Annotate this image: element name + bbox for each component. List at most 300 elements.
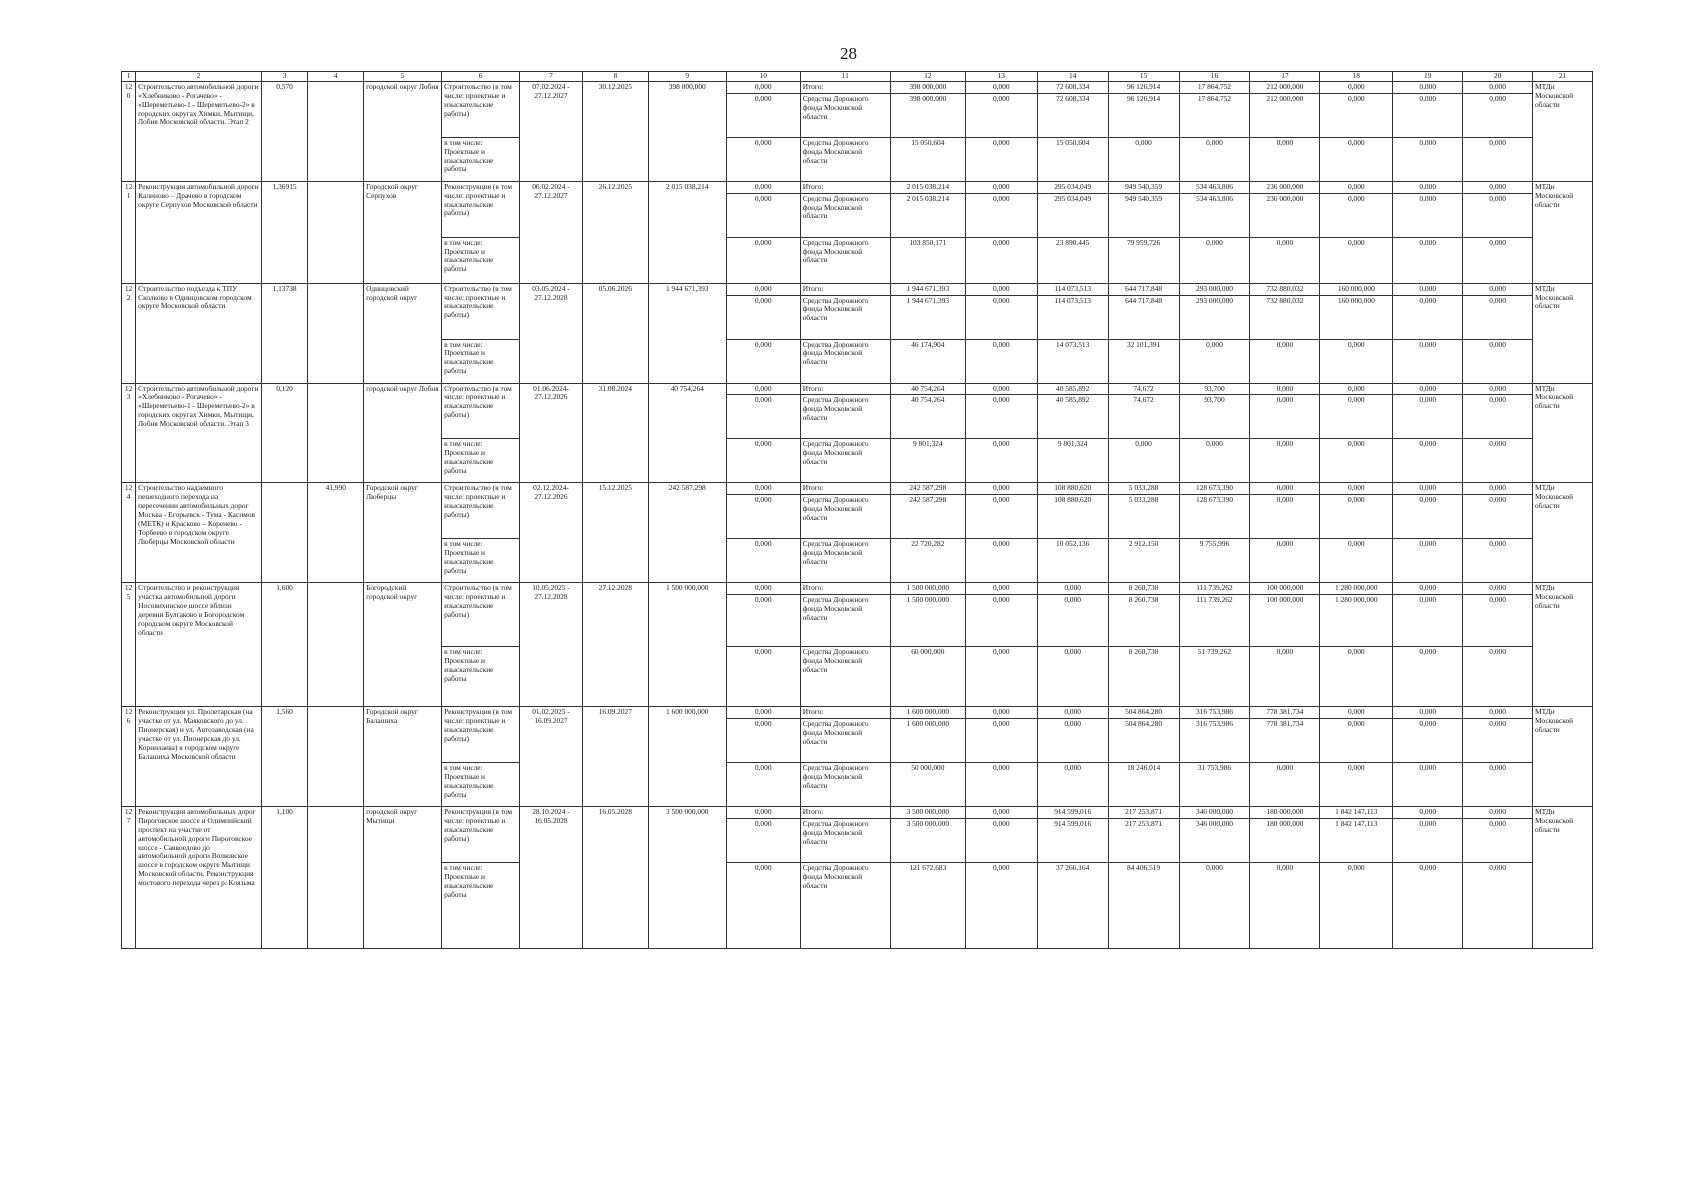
responsible-executor: МТДи Московской области	[1533, 181, 1593, 283]
value-cell: 0,000	[1320, 719, 1393, 763]
funding-source: Средства Дорожного фонда Московской области	[800, 93, 890, 137]
length-m	[308, 707, 364, 807]
column-number-9: 9	[648, 72, 726, 82]
value-cell: 0,000	[965, 395, 1037, 439]
value-cell: 0,000	[1463, 193, 1533, 237]
value-cell: 60 000,000	[890, 647, 965, 707]
responsible-executor: МТДи Московской области	[1533, 583, 1593, 707]
length-m	[308, 81, 364, 181]
value-cell: 1 944 671,393	[890, 295, 965, 339]
funding-source: Средства Дорожного фонда Московской области	[800, 647, 890, 707]
total-cost: 2 015 038,214	[648, 181, 726, 283]
completion-date: 05.06.2026	[582, 283, 648, 383]
value-cell: 0,000	[1393, 719, 1463, 763]
value-cell: 72 608,334	[1037, 93, 1108, 137]
financed-amount: 0,000	[726, 807, 800, 819]
value-cell: 0,000	[1320, 339, 1393, 383]
funding-source: Средства Дорожного фонда Московской области	[800, 862, 890, 948]
municipality: Городской округ Балашиха	[364, 707, 442, 807]
value-cell: 0,000	[1463, 439, 1533, 483]
row-number: 124	[122, 483, 136, 583]
value-cell: 40 754,264	[890, 395, 965, 439]
value-cell: 93,700	[1179, 395, 1250, 439]
table-row	[122, 707, 1593, 719]
work-type: Строительство (в том числе: проектные и изыскательские работы)	[442, 283, 520, 339]
value-cell: 0,000	[1393, 647, 1463, 707]
value-cell: 504 864,280	[1108, 719, 1179, 763]
value-cell: 9 801,324	[1037, 439, 1108, 483]
value-cell: 0,000	[1250, 763, 1320, 807]
value-cell: 0,000	[1393, 818, 1463, 862]
value-cell: 0,000	[1463, 595, 1533, 647]
value-cell: 346 000,000	[1179, 807, 1250, 819]
work-type: Реконструкция (в том числе: проектные и изыскательские работы)	[442, 807, 520, 863]
work-subtype: в том числе: Проектные и изыскательские работы	[442, 237, 520, 283]
value-cell: 5 033,288	[1108, 483, 1179, 495]
column-number-3: 3	[261, 72, 308, 82]
value-cell: 23 890,445	[1037, 237, 1108, 283]
value-cell: 3 500 000,000	[890, 807, 965, 819]
column-number-2: 2	[136, 72, 262, 82]
value-cell: 732 880,032	[1250, 283, 1320, 295]
column-number-12: 12	[890, 72, 965, 82]
value-cell: 0,000	[1393, 583, 1463, 595]
value-cell: 0,000	[1393, 295, 1463, 339]
value-cell: 0,000	[1393, 707, 1463, 719]
length-m	[308, 583, 364, 707]
value-cell: 217 253,871	[1108, 807, 1179, 819]
value-cell: 1 500 000,000	[890, 583, 965, 595]
table-row	[122, 483, 1593, 495]
value-cell: 17 864,752	[1179, 81, 1250, 93]
work-dates: 02.12.2024- 27.12.2026	[520, 483, 583, 583]
completion-date: 26.12.2025	[582, 181, 648, 283]
value-cell: 0,000	[1250, 137, 1320, 181]
length-m	[308, 807, 364, 949]
value-cell: 2 912,150	[1108, 539, 1179, 583]
value-cell: 100 000,000	[1250, 595, 1320, 647]
budget-table	[121, 71, 1593, 949]
column-number-11: 11	[800, 72, 890, 82]
value-cell: 79 959,726	[1108, 237, 1179, 283]
column-number-8: 8	[582, 72, 648, 82]
work-subtype: в том числе: Проектные и изыскательские работы	[442, 339, 520, 383]
value-cell: 293 000,000	[1179, 295, 1250, 339]
total-cost: 1 600 000,000	[648, 707, 726, 807]
row-number: 125	[122, 583, 136, 707]
value-cell: 111 739,262	[1179, 595, 1250, 647]
column-number-14: 14	[1037, 72, 1108, 82]
column-number-15: 15	[1108, 72, 1179, 82]
value-cell: 293 000,000	[1179, 283, 1250, 295]
value-cell: 0,000	[1108, 439, 1179, 483]
financed-amount: 0,000	[726, 539, 800, 583]
value-cell: 0,000	[965, 763, 1037, 807]
funding-source: Итого:	[800, 707, 890, 719]
work-dates: 10.05.2025 - 27.12.2028	[520, 583, 583, 707]
total-cost: 1 500 000,000	[648, 583, 726, 707]
value-cell: 0,000	[965, 181, 1037, 193]
value-cell: 128 673,390	[1179, 495, 1250, 539]
project-name: Строительство и реконструкция участка автомобильной дороги Носовихинское шоссе вблизи деревни Булгаково в Богородском городском округе Московской области	[136, 583, 262, 707]
value-cell: 14 073,513	[1037, 339, 1108, 383]
table-row	[122, 283, 1593, 295]
funding-source: Итого:	[800, 807, 890, 819]
value-cell: 5 033,288	[1108, 495, 1179, 539]
length-km	[261, 483, 308, 583]
value-cell: 96 126,914	[1108, 93, 1179, 137]
value-cell: 346 000,000	[1179, 818, 1250, 862]
financed-amount: 0,000	[726, 763, 800, 807]
page-number: 28	[840, 44, 857, 63]
column-number-19: 19	[1393, 72, 1463, 82]
value-cell: 51 739,262	[1179, 647, 1250, 707]
value-cell: 8 260,738	[1108, 647, 1179, 707]
responsible-executor: МТДи Московской области	[1533, 483, 1593, 583]
responsible-executor: МТДи Московской области	[1533, 283, 1593, 383]
value-cell: 0,000	[965, 439, 1037, 483]
funding-source: Итого:	[800, 81, 890, 93]
funding-source: Средства Дорожного фонда Московской области	[800, 295, 890, 339]
value-cell: 0,000	[1179, 439, 1250, 483]
value-cell: 0,000	[1393, 193, 1463, 237]
project-name: Строительство автомобильной дороги «Хлебниково - Рогачево» - «Шереметьево-1 - Шереметьево-2» в городских округах Химки, Мытищи, Лобня Московской области. Этап 3	[136, 383, 262, 483]
value-cell: 9 755,996	[1179, 539, 1250, 583]
responsible-executor: МТДи Московской области	[1533, 81, 1593, 181]
financed-amount: 0,000	[726, 81, 800, 93]
value-cell: 0,000	[1463, 283, 1533, 295]
value-cell: 72 608,334	[1037, 81, 1108, 93]
financed-amount: 0,000	[726, 395, 800, 439]
value-cell: 0,000	[1250, 539, 1320, 583]
length-km: 1,36915	[261, 181, 308, 283]
funding-source: Средства Дорожного фонда Московской области	[800, 339, 890, 383]
value-cell: 0,000	[1463, 339, 1533, 383]
value-cell: 398 000,000	[890, 93, 965, 137]
value-cell: 316 753,986	[1179, 719, 1250, 763]
value-cell: 1 280 000,000	[1320, 595, 1393, 647]
value-cell: 1 944 671,393	[890, 283, 965, 295]
value-cell: 180 000,000	[1250, 818, 1320, 862]
value-cell: 114 073,513	[1037, 283, 1108, 295]
value-cell: 0,000	[1393, 483, 1463, 495]
value-cell: 0,000	[965, 583, 1037, 595]
municipality: городской округ Лобня	[364, 81, 442, 181]
value-cell: 160 000,000	[1320, 295, 1393, 339]
value-cell: 37 266,164	[1037, 862, 1108, 948]
value-cell: 0,000	[965, 193, 1037, 237]
value-cell: 0,000	[965, 237, 1037, 283]
value-cell: 0,000	[965, 295, 1037, 339]
column-number-1: 1	[122, 72, 136, 82]
value-cell: 0,000	[1250, 862, 1320, 948]
value-cell: 0,000	[1393, 763, 1463, 807]
value-cell: 0,000	[1463, 295, 1533, 339]
column-number-16: 16	[1179, 72, 1250, 82]
table-row	[122, 807, 1593, 819]
value-cell: 160 000,000	[1320, 283, 1393, 295]
funding-source: Средства Дорожного фонда Московской области	[800, 237, 890, 283]
value-cell: 0,000	[1393, 137, 1463, 181]
value-cell: 212 000,000	[1250, 81, 1320, 93]
work-dates: 28.10.2024 - 16.05.2028	[520, 807, 583, 949]
value-cell: 242 587,298	[890, 483, 965, 495]
work-type: Строительство (в том числе: проектные и изыскательские работы)	[442, 81, 520, 137]
value-cell: 914 599,016	[1037, 818, 1108, 862]
value-cell: 0,000	[1250, 237, 1320, 283]
value-cell: 534 463,806	[1179, 193, 1250, 237]
value-cell: 644 717,848	[1108, 295, 1179, 339]
work-dates: 01.06.2024- 27.12.2026	[520, 383, 583, 483]
value-cell: 108 880,620	[1037, 495, 1108, 539]
value-cell: 32 101,391	[1108, 339, 1179, 383]
column-number-4: 4	[308, 72, 364, 82]
length-km: 0,570	[261, 81, 308, 181]
financed-amount: 0,000	[726, 283, 800, 295]
funding-source: Средства Дорожного фонда Московской области	[800, 719, 890, 763]
project-name: Реконструкция автомобильных дорог Пироговское шоссе и Олимпийский проспект на участке от автомобильной дороги Пироговское шоссе - Саввоедово до автомобильной дороги Волковское шоссе в городском округе Мытищи Московской области. Реконструкция мостового перехода через р. Клязьма	[136, 807, 262, 949]
value-cell: 0,000	[1463, 763, 1533, 807]
financed-amount: 0,000	[726, 647, 800, 707]
value-cell: 0,000	[1320, 181, 1393, 193]
value-cell: 236 000,000	[1250, 193, 1320, 237]
value-cell: 949 540,359	[1108, 181, 1179, 193]
value-cell: 40 585,892	[1037, 383, 1108, 395]
financed-amount: 0,000	[726, 237, 800, 283]
length-m	[308, 283, 364, 383]
value-cell: 0,000	[1463, 137, 1533, 181]
table-row	[122, 583, 1593, 595]
value-cell: 180 000,000	[1250, 807, 1320, 819]
value-cell: 0,000	[1320, 193, 1393, 237]
value-cell: 0,000	[1320, 137, 1393, 181]
value-cell: 0,000	[1320, 539, 1393, 583]
financed-amount: 0,000	[726, 383, 800, 395]
completion-date: 16.09.2027	[582, 707, 648, 807]
funding-source: Итого:	[800, 483, 890, 495]
municipality: городской округ Мытищи	[364, 807, 442, 949]
value-cell: 0,000	[1320, 395, 1393, 439]
column-number-13: 13	[965, 72, 1037, 82]
value-cell: 74,672	[1108, 395, 1179, 439]
value-cell: 0,000	[1463, 395, 1533, 439]
value-cell: 10 052,136	[1037, 539, 1108, 583]
value-cell: 212 000,000	[1250, 93, 1320, 137]
work-subtype: в том числе: Проектные и изыскательские работы	[442, 439, 520, 483]
row-number: 127	[122, 807, 136, 949]
work-type: Реконструкция (в том числе: проектные и изыскательские работы)	[442, 707, 520, 763]
completion-date: 27.12.2028	[582, 583, 648, 707]
value-cell: 0,000	[1179, 862, 1250, 948]
value-cell: 0,000	[965, 595, 1037, 647]
value-cell: 0,000	[1037, 707, 1108, 719]
funding-source: Итого:	[800, 181, 890, 193]
value-cell: 732 880,032	[1250, 295, 1320, 339]
value-cell: 0,000	[1463, 583, 1533, 595]
value-cell: 0,000	[1463, 647, 1533, 707]
value-cell: 0,000	[965, 862, 1037, 948]
value-cell: 0,000	[1250, 495, 1320, 539]
value-cell: 0,000	[1463, 181, 1533, 193]
value-cell: 111 739,262	[1179, 583, 1250, 595]
row-number: 120	[122, 81, 136, 181]
value-cell: 0,000	[1320, 862, 1393, 948]
funding-source: Средства Дорожного фонда Московской области	[800, 439, 890, 483]
municipality: Богородский городской округ	[364, 583, 442, 707]
financed-amount: 0,000	[726, 193, 800, 237]
value-cell: 0,000	[1463, 818, 1533, 862]
value-cell: 2 015 038,214	[890, 181, 965, 193]
value-cell: 0,000	[1037, 719, 1108, 763]
value-cell: 0,000	[1250, 383, 1320, 395]
value-cell: 50 000,000	[890, 763, 965, 807]
value-cell: 0,000	[1463, 807, 1533, 819]
length-km: 0,120	[261, 383, 308, 483]
value-cell: 0,000	[1320, 383, 1393, 395]
completion-date: 15.12.2025	[582, 483, 648, 583]
value-cell: 0,000	[1037, 583, 1108, 595]
value-cell: 0,000	[1320, 647, 1393, 707]
value-cell: 1 280 000,000	[1320, 583, 1393, 595]
municipality: Городской округ Люберцы	[364, 483, 442, 583]
value-cell: 0,000	[1463, 539, 1533, 583]
value-cell: 0,000	[965, 339, 1037, 383]
work-dates: 03.05.2024 - 27.12.2028	[520, 283, 583, 383]
work-subtype: в том числе: Проектные и изыскательские работы	[442, 763, 520, 807]
value-cell: 121 672,683	[890, 862, 965, 948]
funding-source: Средства Дорожного фонда Московской области	[800, 763, 890, 807]
value-cell: 0,000	[965, 719, 1037, 763]
funding-source: Итого:	[800, 283, 890, 295]
length-km: 1,100	[261, 807, 308, 949]
total-cost: 1 944 671,393	[648, 283, 726, 383]
value-cell: 1 842 147,113	[1320, 807, 1393, 819]
total-cost: 242 587,298	[648, 483, 726, 583]
funding-source: Средства Дорожного фонда Московской области	[800, 818, 890, 862]
financed-amount: 0,000	[726, 862, 800, 948]
financed-amount: 0,000	[726, 583, 800, 595]
value-cell: 0,000	[965, 647, 1037, 707]
value-cell: 398 000,000	[890, 81, 965, 93]
column-number-6: 6	[442, 72, 520, 82]
value-cell: 96 126,914	[1108, 81, 1179, 93]
value-cell: 0,000	[1393, 595, 1463, 647]
column-number-20: 20	[1463, 72, 1533, 82]
value-cell: 0,000	[1463, 81, 1533, 93]
value-cell: 644 717,848	[1108, 283, 1179, 295]
financed-amount: 0,000	[726, 93, 800, 137]
value-cell: 242 587,298	[890, 495, 965, 539]
length-km: 1,13738	[261, 283, 308, 383]
responsible-executor: МТДи Московской области	[1533, 383, 1593, 483]
value-cell: 0,000	[1320, 483, 1393, 495]
value-cell: 74,672	[1108, 383, 1179, 395]
value-cell: 0,000	[1320, 763, 1393, 807]
value-cell: 40 754,264	[890, 383, 965, 395]
value-cell: 0,000	[1108, 137, 1179, 181]
value-cell: 504 864,280	[1108, 707, 1179, 719]
value-cell: 128 673,390	[1179, 483, 1250, 495]
work-subtype: в том числе: Проектные и изыскательские работы	[442, 137, 520, 181]
work-type: Строительство (в том числе: проектные и изыскательские работы)	[442, 383, 520, 439]
value-cell: 295 034,049	[1037, 181, 1108, 193]
length-m: 41,990	[308, 483, 364, 583]
funding-source: Средства Дорожного фонда Московской области	[800, 395, 890, 439]
column-number-10: 10	[726, 72, 800, 82]
value-cell: 0,000	[1320, 707, 1393, 719]
completion-date: 30.12.2025	[582, 81, 648, 181]
value-cell: 778 381,734	[1250, 719, 1320, 763]
value-cell: 0,000	[965, 818, 1037, 862]
row-number: 122	[122, 283, 136, 383]
value-cell: 84 406,519	[1108, 862, 1179, 948]
value-cell: 0,000	[1463, 862, 1533, 948]
project-name: Строительство подъезда к ТПУ Сколково в Одинцовском городском округе Московской области	[136, 283, 262, 383]
financed-amount: 0,000	[726, 181, 800, 193]
financed-amount: 0,000	[726, 439, 800, 483]
value-cell: 236 000,000	[1250, 181, 1320, 193]
value-cell: 0,000	[965, 137, 1037, 181]
length-km: 1,560	[261, 707, 308, 807]
value-cell: 0,000	[1250, 339, 1320, 383]
value-cell: 46 174,904	[890, 339, 965, 383]
work-subtype: в том числе: Проектные и изыскательские работы	[442, 647, 520, 707]
value-cell: 0,000	[965, 283, 1037, 295]
value-cell: 0,000	[1037, 763, 1108, 807]
value-cell: 0,000	[965, 539, 1037, 583]
table-row	[122, 181, 1593, 193]
value-cell: 0,000	[1393, 807, 1463, 819]
value-cell: 93,700	[1179, 383, 1250, 395]
value-cell: 1 600 000,000	[890, 719, 965, 763]
funding-source: Итого:	[800, 383, 890, 395]
funding-source: Средства Дорожного фонда Московской области	[800, 137, 890, 181]
project-name: Строительство надземного пешеходного перехода на пересечении автомобильных дорог Москва - Егорьевск - Тума - Касимов (МЕТК) и Красково – Коренево - Торбеево в городском округе Люберцы Московской области	[136, 483, 262, 583]
value-cell: 18 246,014	[1108, 763, 1179, 807]
value-cell: 0,000	[1393, 539, 1463, 583]
value-cell: 108 880,620	[1037, 483, 1108, 495]
value-cell: 534 463,806	[1179, 181, 1250, 193]
value-cell: 0,000	[1250, 439, 1320, 483]
value-cell: 0,000	[965, 93, 1037, 137]
value-cell: 0,000	[1463, 707, 1533, 719]
value-cell: 0,000	[965, 383, 1037, 395]
value-cell: 100 000,000	[1250, 583, 1320, 595]
funding-source: Средства Дорожного фонда Московской области	[800, 495, 890, 539]
work-type: Строительство (в том числе: проектные и изыскательские работы)	[442, 583, 520, 647]
value-cell: 3 500 000,000	[890, 818, 965, 862]
value-cell: 0,000	[1463, 237, 1533, 283]
value-cell: 0,000	[1393, 283, 1463, 295]
value-cell: 0,000	[1463, 483, 1533, 495]
total-cost: 3 500 000,000	[648, 807, 726, 949]
work-dates: 06.02.2024 - 27.12.2027	[520, 181, 583, 283]
column-number-17: 17	[1250, 72, 1320, 82]
value-cell: 1 842 147,113	[1320, 818, 1393, 862]
value-cell: 0,000	[1393, 93, 1463, 137]
municipality: Городской округ Серпухов	[364, 181, 442, 283]
responsible-executor: МТДи Московской области	[1533, 807, 1593, 949]
work-type: Реконструкция (в том числе: проектные и изыскательские работы)	[442, 181, 520, 237]
row-number: 121	[122, 181, 136, 283]
value-cell: 8 260,738	[1108, 595, 1179, 647]
financed-amount: 0,000	[726, 818, 800, 862]
value-cell: 114 073,513	[1037, 295, 1108, 339]
value-cell: 0,000	[1393, 383, 1463, 395]
funding-source: Средства Дорожного фонда Московской области	[800, 193, 890, 237]
financed-amount: 0,000	[726, 707, 800, 719]
financed-amount: 0,000	[726, 595, 800, 647]
